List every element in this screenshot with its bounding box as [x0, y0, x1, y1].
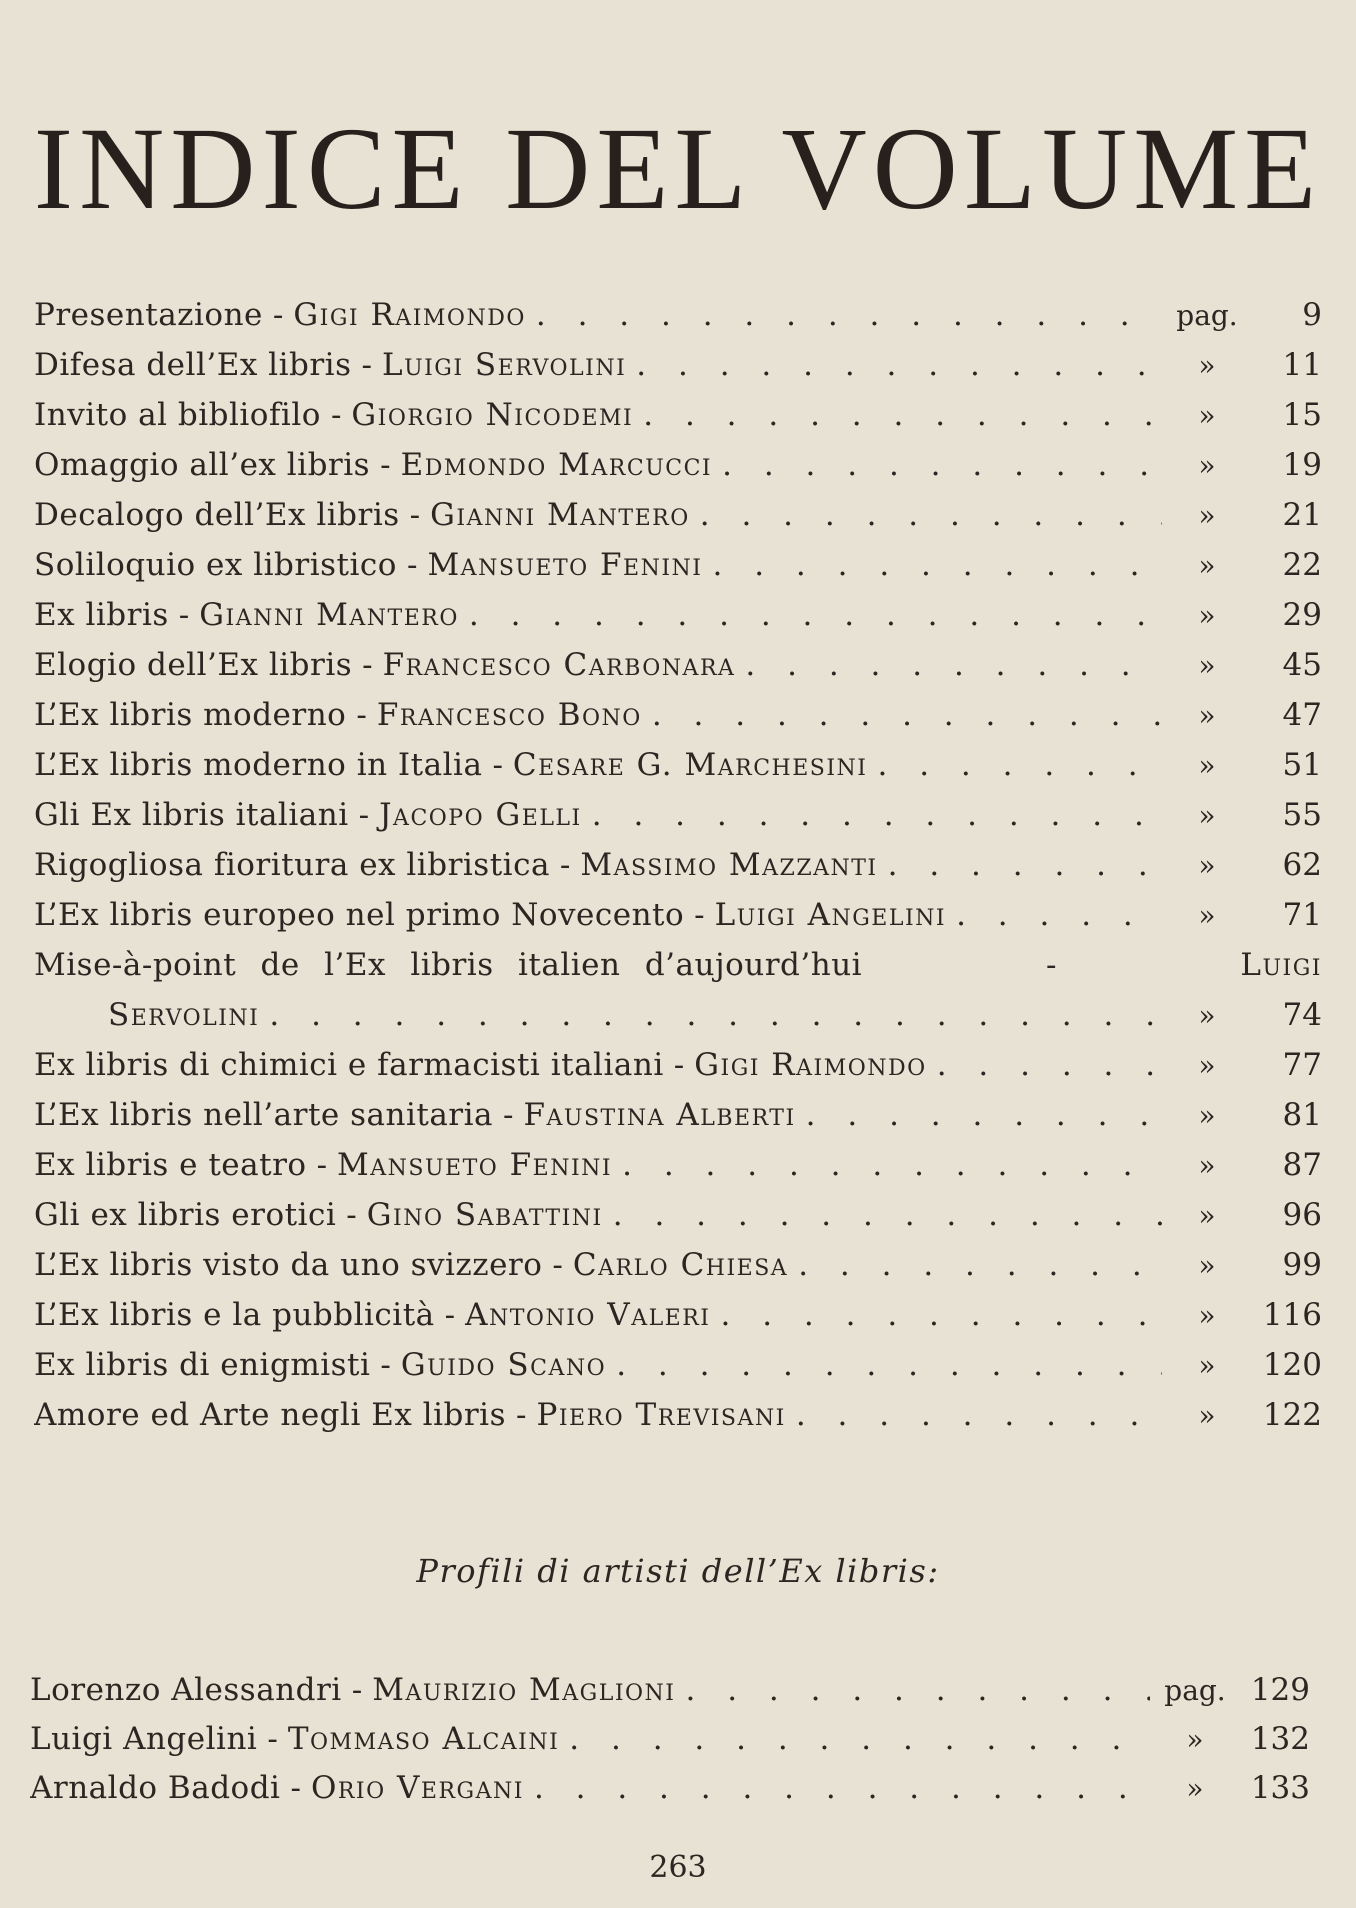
entry-author: Piero Trevisani — [536, 1397, 786, 1433]
entry-title: Lorenzo Alessandri — [30, 1672, 342, 1708]
entry-author: Gianni Mantero — [430, 497, 690, 533]
toc-entry — [34, 590, 1322, 640]
entry-text — [108, 990, 1162, 1040]
entry-text — [34, 590, 1162, 640]
entry-page: 96 — [1282, 1197, 1322, 1233]
toc-entry — [34, 1090, 1322, 1140]
entry-title: Presentazione — [34, 297, 263, 333]
entry-title: L’Ex libris nell’arte sanitaria — [34, 1097, 494, 1133]
toc-entry — [34, 690, 1322, 740]
entry-title: Soliloquio ex libristico — [34, 547, 397, 583]
page-mark: » — [1198, 599, 1216, 632]
separator: - — [673, 1047, 685, 1083]
entry-text — [34, 490, 1162, 540]
toc-entry — [34, 790, 1322, 840]
toc-entry — [34, 940, 1322, 990]
entry-author: Gianni Mantero — [199, 597, 459, 633]
entry-text — [34, 540, 1162, 590]
leader-dots — [643, 390, 1162, 440]
entry-page: 55 — [1282, 797, 1322, 833]
entry-text — [34, 840, 1162, 890]
toc-entry — [34, 1190, 1322, 1240]
toc-entry — [34, 440, 1322, 490]
entry-text — [34, 1290, 1162, 1340]
toc-entry-continued — [34, 990, 1322, 1040]
entry-title: Arnaldo Badodi — [30, 1770, 281, 1806]
entry-page: 99 — [1282, 1247, 1322, 1283]
entry-text — [30, 1714, 1150, 1764]
entry-page: 29 — [1282, 597, 1322, 633]
page-mark: » — [1198, 649, 1216, 682]
entry-text — [34, 1240, 1162, 1290]
separator: - — [358, 797, 370, 833]
entry-author: Luigi — [1240, 947, 1322, 983]
separator: - — [346, 1197, 357, 1233]
entry-author: Francesco Carbonara — [382, 647, 736, 683]
leader-dots — [686, 1665, 1151, 1715]
entry-page: 22 — [1282, 547, 1322, 583]
entry-author: Cesare G. Marchesini — [512, 747, 868, 783]
separator: - — [1046, 947, 1057, 983]
entry-author: Francesco Bono — [376, 697, 642, 733]
page-mark: » — [1198, 399, 1216, 432]
toc-entry — [34, 390, 1322, 440]
entry-page: 71 — [1282, 897, 1322, 933]
page-mark: » — [1198, 1299, 1216, 1332]
page-mark: » — [1198, 799, 1216, 832]
separator: - — [356, 697, 367, 733]
entry-title: L’Ex libris visto da uno svizzero — [34, 1247, 543, 1283]
toc-entry — [34, 640, 1322, 690]
leader-dots — [745, 640, 1162, 690]
leader-dots — [713, 540, 1162, 590]
separator: - — [409, 497, 421, 533]
separator: - — [380, 1347, 391, 1383]
separator: - — [503, 1097, 514, 1133]
page-mark: » — [1198, 1099, 1216, 1132]
page-mark: » — [1198, 1399, 1216, 1432]
leader-dots — [616, 1340, 1162, 1390]
toc-entry — [34, 490, 1322, 540]
page-mark: pag. — [1164, 1674, 1226, 1707]
entry-text — [34, 1040, 1162, 1090]
entry-title: Mise-à-point de l’Ex libris italien d’aujourd’hui — [34, 947, 863, 983]
leader-dots — [652, 690, 1162, 740]
separator: - — [316, 1147, 328, 1183]
leader-dots — [798, 1240, 1162, 1290]
page-mark: » — [1198, 549, 1216, 582]
toc-entry — [30, 1665, 1310, 1714]
entry-text — [34, 890, 1162, 940]
leader-dots — [937, 1040, 1162, 1090]
page-mark: » — [1198, 449, 1216, 482]
page-mark: » — [1186, 1723, 1204, 1756]
leader-dots — [536, 290, 1162, 340]
entry-text — [34, 640, 1162, 690]
page-mark: » — [1198, 1249, 1216, 1282]
entry-page: 116 — [1262, 1297, 1322, 1333]
page-mark: » — [1198, 1049, 1216, 1082]
entry-text — [34, 690, 1162, 740]
separator: - — [492, 747, 503, 783]
entry-title: Difesa dell’Ex libris — [34, 347, 352, 383]
entry-page: 15 — [1282, 397, 1322, 433]
entry-page: 120 — [1262, 1347, 1322, 1383]
entry-author: Tommaso Alcaini — [287, 1721, 560, 1757]
leader-dots — [722, 440, 1162, 490]
entry-page: 45 — [1282, 647, 1322, 683]
entry-page: 47 — [1282, 697, 1322, 733]
entry-page: 19 — [1282, 447, 1322, 483]
entry-page: 133 — [1250, 1770, 1310, 1806]
toc-entry — [34, 1290, 1322, 1340]
toc-entry — [34, 890, 1322, 940]
separator: - — [552, 1247, 563, 1283]
entry-author: Gino Sabattini — [366, 1197, 603, 1233]
toc-entry — [34, 1140, 1322, 1190]
leader-dots — [700, 490, 1162, 540]
entry-text — [34, 740, 1162, 790]
artist-profiles-list — [30, 1665, 1310, 1812]
entry-author: Luigi Servolini — [381, 347, 627, 383]
entry-page: 87 — [1282, 1147, 1322, 1183]
separator: - — [178, 597, 190, 633]
separator: - — [380, 447, 391, 483]
entry-author: Massimo Mazzanti — [580, 847, 878, 883]
entry-title: Ex libris di chimici e farmacisti italiani — [34, 1047, 664, 1083]
section-heading: Profili di artisti dell’Ex libris: — [416, 1552, 940, 1590]
entry-text — [34, 1140, 1162, 1190]
entry-title: L’Ex libris europeo nel primo Novecento — [34, 897, 685, 933]
entry-text — [34, 1090, 1162, 1140]
leader-dots — [613, 1190, 1162, 1240]
page-title: INDICE DEL VOLUME — [33, 103, 1323, 235]
entry-text — [34, 1390, 1162, 1440]
toc-entry — [34, 1040, 1322, 1090]
entry-text — [34, 440, 1162, 490]
entry-title: Amore ed Arte negli Ex libris — [34, 1397, 506, 1433]
entry-title: Invito al bibliofilo — [34, 397, 321, 433]
entry-author: Jacopo Gelli — [379, 797, 582, 833]
page-mark: pag. — [1176, 299, 1238, 332]
separator: - — [272, 297, 284, 333]
separator: - — [290, 1770, 301, 1806]
entry-title: L’Ex libris moderno — [34, 697, 347, 733]
page-mark: » — [1198, 1199, 1216, 1232]
entry-text — [30, 1763, 1150, 1813]
separator: - — [694, 897, 705, 933]
entry-page: 122 — [1262, 1397, 1322, 1433]
entry-text — [30, 1665, 1150, 1715]
leader-dots — [721, 1290, 1162, 1340]
page-mark: » — [1198, 749, 1216, 782]
entry-page: 62 — [1282, 847, 1322, 883]
separator: - — [351, 1672, 363, 1708]
entry-text — [34, 340, 1162, 390]
leader-dots — [956, 890, 1162, 940]
toc-entry — [34, 1240, 1322, 1290]
entry-author: Giorgio Nicodemi — [351, 397, 634, 433]
entry-title: L’Ex libris moderno in Italia — [34, 747, 483, 783]
separator: - — [267, 1721, 278, 1757]
leader-dots — [569, 1714, 1150, 1764]
entry-page: 21 — [1282, 497, 1322, 533]
entry-page: 51 — [1282, 747, 1322, 783]
entry-author: Carlo Chiesa — [572, 1247, 789, 1283]
entry-title: Gli Ex libris italiani — [34, 797, 349, 833]
leader-dots — [636, 340, 1162, 390]
entry-text — [34, 1190, 1162, 1240]
entry-page: 129 — [1250, 1672, 1310, 1708]
entry-text — [34, 390, 1162, 440]
leader-dots — [534, 1763, 1150, 1813]
toc-entry — [34, 340, 1322, 390]
entry-author: Edmondo Marcucci — [400, 447, 713, 483]
entry-page: 77 — [1282, 1047, 1322, 1083]
toc-entry — [34, 1390, 1322, 1440]
leader-dots — [622, 1140, 1162, 1190]
page-mark: » — [1198, 349, 1216, 382]
entry-title: Decalogo dell’Ex libris — [34, 497, 400, 533]
leader-dots — [592, 790, 1162, 840]
entry-page: 11 — [1282, 347, 1322, 383]
entry-page: 132 — [1250, 1721, 1310, 1757]
separator: - — [362, 647, 373, 683]
table-of-contents — [34, 290, 1322, 1440]
separator: - — [516, 1397, 527, 1433]
separator: - — [361, 347, 372, 383]
toc-entry — [30, 1763, 1310, 1812]
page-number: 263 — [649, 1850, 707, 1885]
entry-author: Antonio Valeri — [465, 1297, 711, 1333]
entry-author: Gigi Raimondo — [694, 1047, 927, 1083]
toc-entry — [34, 290, 1322, 340]
toc-entry — [34, 1340, 1322, 1390]
toc-entry — [30, 1714, 1310, 1763]
page-mark: » — [1198, 999, 1216, 1032]
leader-dots — [888, 840, 1162, 890]
toc-entry — [34, 740, 1322, 790]
entry-title: Gli ex libris erotici — [34, 1197, 337, 1233]
entry-text — [34, 940, 1322, 990]
entry-author: Gigi Raimondo — [293, 297, 526, 333]
leader-dots — [469, 590, 1162, 640]
entry-text — [34, 1340, 1162, 1390]
leader-dots — [806, 1090, 1162, 1140]
entry-title: L’Ex libris e la pubblicità — [34, 1297, 435, 1333]
page-mark: » — [1198, 1149, 1216, 1182]
page-mark: » — [1198, 699, 1216, 732]
entry-title: Ex libris di enigmisti — [34, 1347, 371, 1383]
entry-title: Elogio dell’Ex libris — [34, 647, 353, 683]
entry-author: Mansueto Fenini — [427, 547, 703, 583]
entry-title: Omaggio all’ex libris — [34, 447, 371, 483]
entry-author: Servolini — [108, 997, 260, 1033]
entry-author: Orio Vergani — [310, 1770, 524, 1806]
toc-entry — [34, 540, 1322, 590]
entry-title: Luigi Angelini — [30, 1721, 258, 1757]
entry-page: 74 — [1282, 997, 1322, 1033]
entry-page: 9 — [1302, 297, 1322, 333]
page-mark: » — [1198, 849, 1216, 882]
entry-text — [34, 290, 1162, 340]
toc-entry — [34, 840, 1322, 890]
entry-author: Faustina Alberti — [523, 1097, 796, 1133]
leader-dots — [877, 740, 1162, 790]
page-mark: » — [1198, 499, 1216, 532]
leader-dots — [796, 1390, 1162, 1440]
entry-title: Ex libris — [34, 597, 169, 633]
page-mark: » — [1198, 899, 1216, 932]
separator: - — [444, 1297, 456, 1333]
entry-author: Mansueto Fenini — [337, 1147, 613, 1183]
entry-title: Rigogliosa fioritura ex libristica — [34, 847, 550, 883]
page-mark: » — [1186, 1772, 1204, 1805]
entry-author: Maurizio Maglioni — [372, 1672, 676, 1708]
page-mark: » — [1198, 1349, 1216, 1382]
separator: - — [559, 847, 571, 883]
entry-page: 81 — [1282, 1097, 1322, 1133]
entry-author: Guido Scano — [400, 1347, 607, 1383]
separator: - — [406, 547, 418, 583]
leader-dots — [269, 990, 1162, 1040]
separator: - — [330, 397, 342, 433]
entry-title: Ex libris e teatro — [34, 1147, 307, 1183]
entry-text — [34, 790, 1162, 840]
entry-author: Luigi Angelini — [714, 897, 947, 933]
